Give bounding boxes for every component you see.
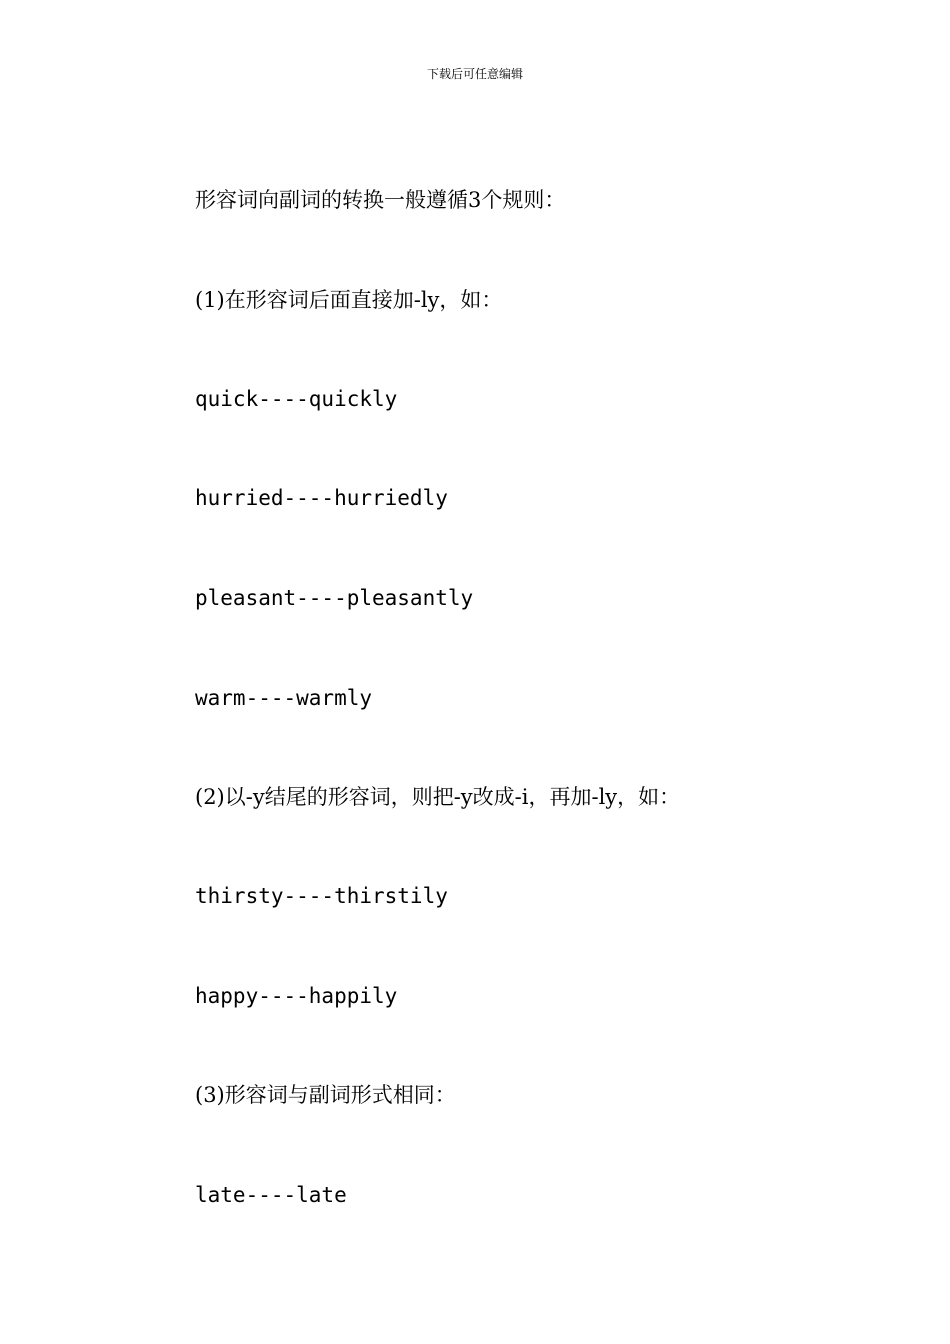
rule-1-heading: (1)在形容词后面直接加-ly，如：	[195, 288, 503, 312]
example-pleasant: pleasant----pleasantly	[195, 586, 474, 610]
intro-line: 形容词向副词的转换一般遵循3个规则：	[195, 188, 566, 212]
example-hurried: hurried----hurriedly	[195, 486, 448, 510]
example-happy: happy----happily	[195, 984, 398, 1008]
example-thirsty: thirsty----thirstily	[195, 884, 448, 908]
example-late: late----late	[195, 1183, 347, 1207]
page-header: 下载后可任意编辑	[426, 67, 523, 81]
example-warm: warm----warmly	[195, 686, 373, 710]
rule-2-heading: (2)以-y结尾的形容词，则把-y改成-i，再加-ly，如：	[195, 785, 681, 809]
rule-3-heading: (3)形容词与副词形式相同：	[195, 1083, 456, 1107]
example-quick: quick----quickly	[195, 387, 398, 411]
